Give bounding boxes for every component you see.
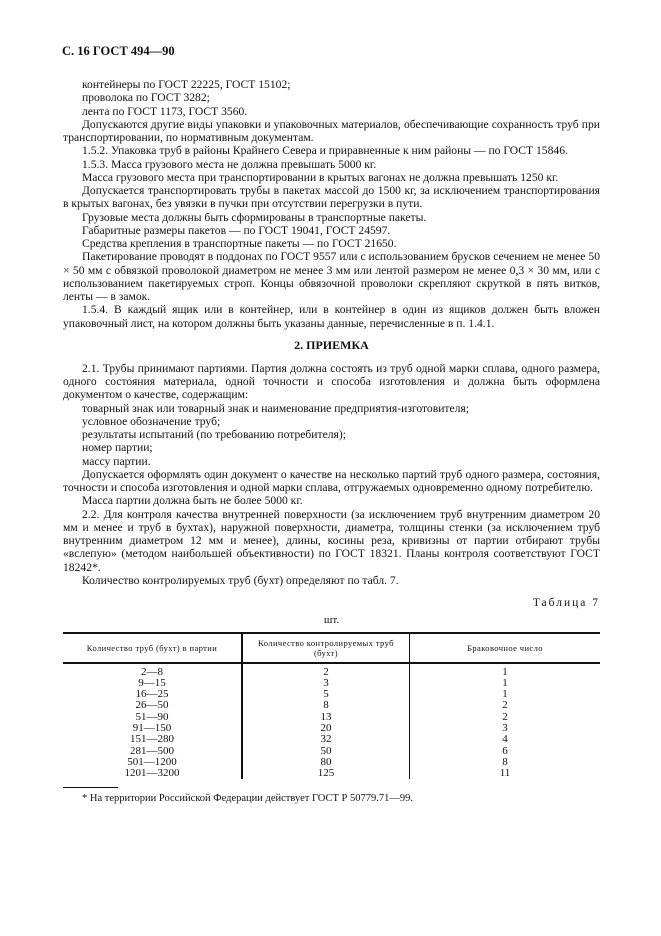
table-cell: 6: [410, 746, 601, 757]
table-row: [63, 768, 600, 779]
paragraph: Количество контролируемых труб (бухт) определяют по табл. 7.: [82, 573, 399, 587]
table-cell: 50: [242, 746, 410, 757]
paragraph: 2.1. Трубы принимают партиями. Партия должна состоять из труб одной марки сплава, одного размера, одного состояния материала, одной точности и способа изготовления и должна быть оформлена документом о качестве, содержащим:: [63, 361, 600, 402]
table-cell: 2: [410, 700, 601, 711]
table-cell: 13: [242, 712, 410, 723]
paragraph: Масса грузового места при транспортировании в крытых вагонах не должна превышать 1250 кг.: [82, 170, 559, 184]
table-cell: 5: [242, 689, 410, 700]
paragraph: Допускается транспортировать трубы в пакетах массой до 1500 кг, за исключением транспортирования в крытых вагонах, без увязки в пучки при отсутствии перегрузки в пути.: [63, 184, 600, 211]
paragraph: Грузовые места должны быть сформированы в транспортные пакеты.: [82, 210, 427, 224]
table-cell: 80: [242, 757, 410, 768]
table-header-row: [63, 633, 600, 663]
paragraph: Габаритные размеры пакетов — по ГОСТ 19041, ГОСТ 24597.: [82, 223, 391, 237]
table-cell: 1: [410, 689, 601, 700]
paragraph: Масса партии должна быть не более 5000 кг.: [82, 494, 303, 508]
section-acceptance: [63, 362, 600, 587]
table-cell: 11: [410, 768, 601, 779]
table-cell: 3: [410, 723, 601, 734]
table-cell: 3: [242, 678, 410, 689]
table-cell: 16—25: [135, 688, 169, 701]
table-cell: 8: [242, 700, 410, 711]
table-cell: 1: [410, 678, 601, 689]
table-cell: 2—8: [141, 665, 163, 678]
table-cell: 501—1200: [127, 755, 177, 768]
paragraph: Допускаются другие виды упаковки и упаковочных материалов, обеспечивающие сохранность труб при транспортировании, по нормативным документам.: [63, 117, 600, 144]
page-header: С. 16 ГОСТ 494—90: [62, 44, 175, 58]
table-cell: 2: [410, 712, 601, 723]
paragraph: проволока по ГОСТ 3282;: [82, 91, 210, 105]
paragraph: Средства крепления в транспортные пакеты — по ГОСТ 21650.: [82, 237, 397, 250]
table-caption: Таблица 7: [532, 597, 600, 609]
paragraph: результаты испытаний (по требованию потребителя);: [82, 428, 346, 441]
paragraph: номер партии;: [82, 441, 153, 455]
table-row: [63, 663, 600, 678]
table-cell: 51—90: [135, 710, 169, 723]
table-cell: 9—15: [138, 676, 166, 689]
column-header: Браковочное число: [410, 633, 601, 663]
table-7: [63, 632, 600, 780]
document-body: [63, 78, 600, 806]
table-cell: 281—500: [130, 744, 174, 757]
paragraph: 2.2. Для контроля качества внутренней поверхности (за исключением труб внутренним диаметром 20 мм и менее и труб в бухтах), наружной поверхности, диаметра, толщины стенки (за исключением труб внутренним диаметром 12 мм и менее), длины, косины реза, кривизны от партии отбирают трубы «вслепую» (методом наибольшей объективности) по ГОСТ 18321. Планы контроля соответствуют ГОСТ 18242*.: [63, 507, 600, 574]
section-packing: [63, 78, 600, 330]
table-cell: 32: [242, 734, 410, 745]
table-cell: 1201—3200: [124, 767, 180, 780]
table-unit: шт.: [323, 614, 340, 627]
column-header: Количество контролируемых труб (бухт): [242, 633, 410, 663]
section-title: 2. ПРИЕМКА: [294, 337, 369, 352]
table-cell: 2: [242, 663, 410, 678]
table-cell: 151—280: [130, 733, 174, 746]
paragraph: 1.5.4. В каждый ящик или в контейнер, или в контейнер в один из ящиков должен быть вложен упаковочный лист, на котором должны быть указаны данные, перечисленные в п. 1.4.1.: [63, 303, 600, 330]
paragraph: контейнеры по ГОСТ 22225, ГОСТ 15102;: [82, 78, 291, 91]
table-cell: 20: [242, 723, 410, 734]
table-cell: 125: [242, 768, 410, 779]
table-cell: 1: [410, 663, 601, 678]
paragraph: Пакетирование проводят в поддонах по ГОСТ 9557 или с использованием брусков сечением не менее 50 × 50 мм с обвязкой проволокой диаметром не менее 3 мм или лентой размером не менее 0,3 × 30 мм, или с использованием пакетируемых строп. Концы обвязочной проволоки скрепляют скруткой в пять витков, ленты — в замок.: [63, 250, 600, 303]
table-row: [63, 700, 600, 711]
paragraph: условное обозначение труб;: [82, 414, 221, 428]
table-cell: 26—50: [135, 699, 169, 712]
footnote-divider: [63, 787, 118, 788]
table-cell: 4: [410, 734, 601, 745]
paragraph: лента по ГОСТ 1173, ГОСТ 3560.: [82, 104, 248, 118]
paragraph: Допускается оформлять один документ о качестве на несколько партий труб одного размера, состояния, точности и способа изготовления и одной марки сплава, отгружаемых одновременно одному потребителю.: [63, 467, 600, 494]
paragraph: товарный знак или товарный знак и наименование предприятия-изготовителя;: [82, 401, 469, 415]
column-header: Количество труб (бухт) в партии: [63, 633, 242, 663]
table-row: [63, 734, 600, 745]
paragraph: массу партии.: [82, 454, 151, 468]
paragraph: 1.5.3. Масса грузового места не должна превышать 5000 кг.: [82, 157, 377, 171]
table-cell: 8: [410, 757, 601, 768]
paragraph: 1.5.2. Упаковка труб в районы Крайнего Севера и приравненные к ним районы — по ГОСТ 15846.: [82, 144, 568, 158]
footnote: * На территории Российской Федерации действует ГОСТ Р 50779.71—99.: [82, 793, 413, 805]
table-cell: 91—150: [132, 721, 172, 734]
